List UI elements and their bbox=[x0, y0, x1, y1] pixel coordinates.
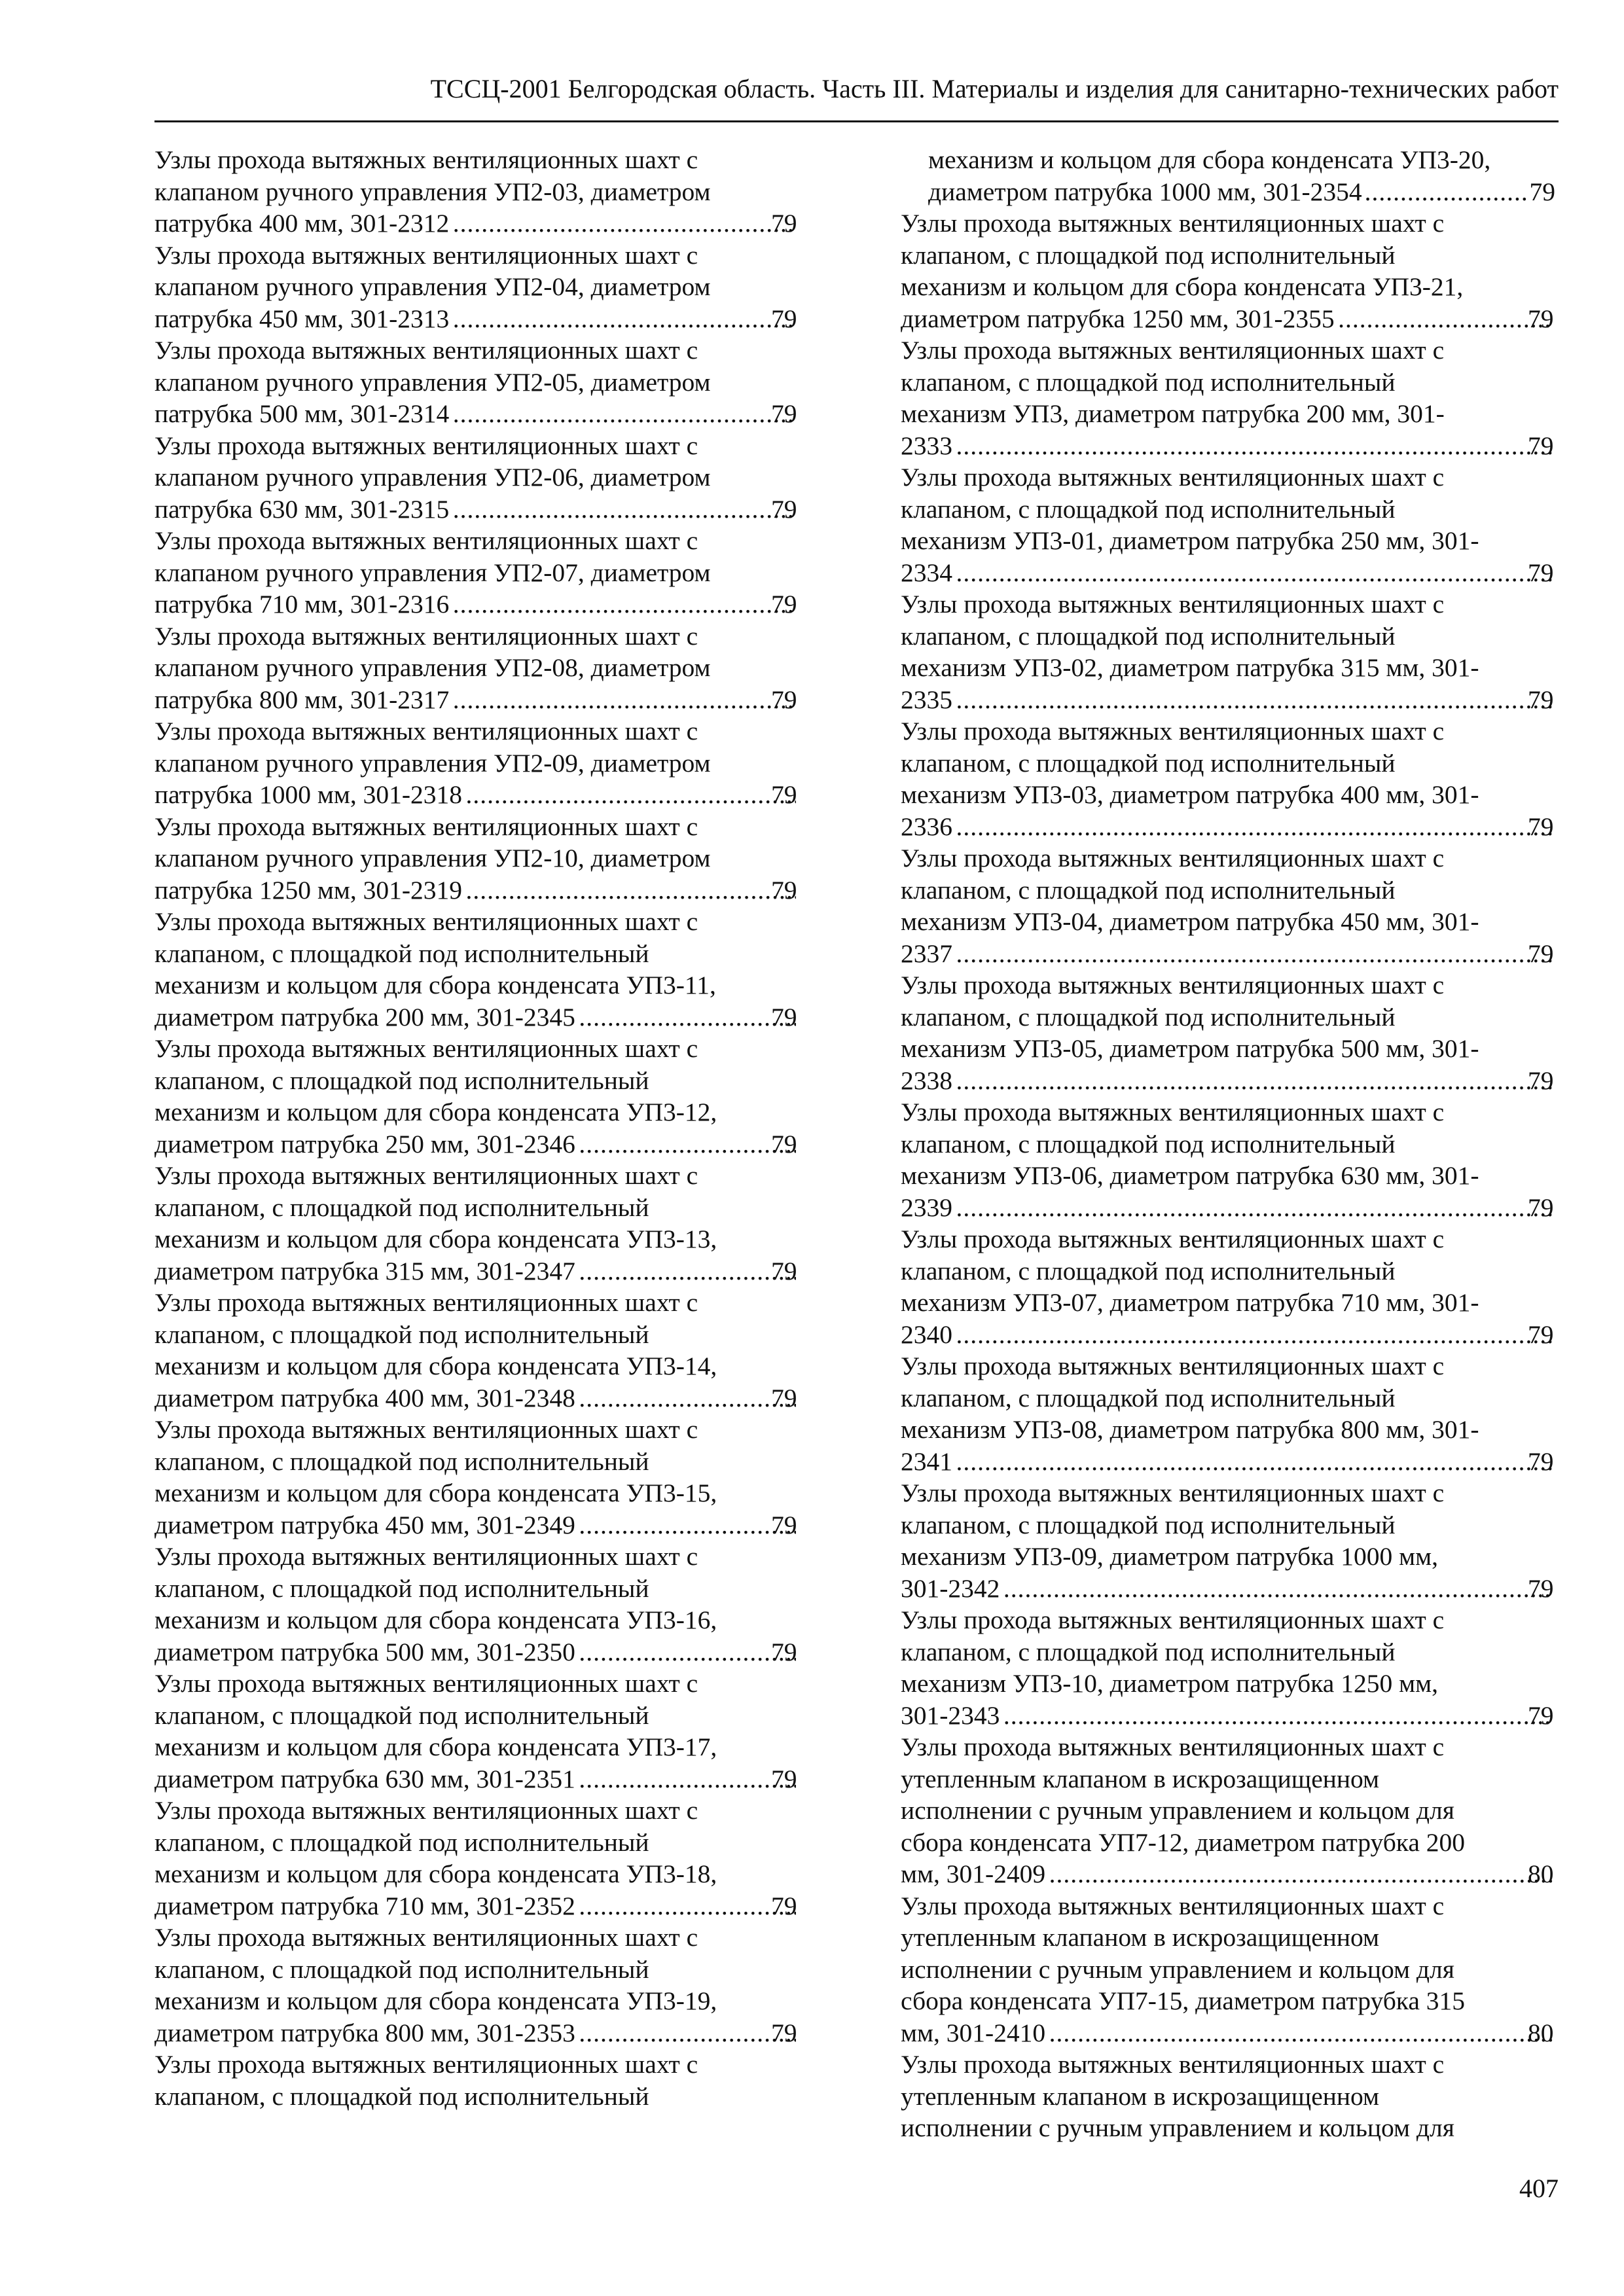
toc-entry-line: механизм и кольцом для сбора конденсата УП3-16, bbox=[154, 1605, 717, 1634]
toc-entry-continuation bbox=[901, 144, 1555, 207]
toc-entry-line: клапаном, с площадкой под исполнительный bbox=[901, 1129, 1396, 1158]
toc-entry-line: Узлы прохода вытяжных вентиляционных шахт с bbox=[154, 2050, 698, 2079]
toc-entry-line: Узлы прохода вытяжных вентиляционных шахт с bbox=[154, 526, 698, 555]
toc-entry bbox=[154, 430, 799, 526]
toc-entry-line: патрубка 630 мм, 301-2315 bbox=[154, 494, 450, 524]
toc-entry bbox=[154, 1287, 799, 1414]
toc-entry-line: клапаном, с площадкой под исполнительный bbox=[901, 240, 1396, 270]
toc-entry-line: клапаном ручного управления УП2-05, диаметром bbox=[154, 367, 711, 397]
toc-entry-line: механизм и кольцом для сбора конденсата УП3-12, bbox=[154, 1098, 717, 1126]
toc-entry-line: механизм УП3-08, диаметром патрубка 800 мм, 301- bbox=[901, 1415, 1479, 1444]
toc-entry-line: клапаном ручного управления УП2-03, диаметром bbox=[154, 177, 711, 206]
toc-entry-line: клапаном ручного управления УП2-09, диаметром bbox=[154, 748, 711, 778]
toc-entry-leader-line: 2335 ..... 79 bbox=[928, 684, 1555, 716]
toc-entry-line: механизм и кольцом для сбора конденсата УП3-11, bbox=[154, 971, 716, 999]
toc-entry-line: механизм и кольцом для сбора конденсата УП3-14, bbox=[154, 1352, 717, 1380]
toc-entry bbox=[154, 1033, 799, 1160]
toc-entry-leader-line: 2340 ..... 79 bbox=[928, 1319, 1555, 1351]
toc-entry bbox=[901, 207, 1555, 334]
dot-leader bbox=[578, 1001, 796, 1033]
dot-leader bbox=[465, 779, 796, 811]
dot-leader bbox=[578, 1890, 796, 1922]
toc-entry-line: Узлы прохода вытяжных вентиляционных шахт с bbox=[901, 1352, 1445, 1380]
dot-leader bbox=[452, 684, 796, 716]
toc-entry-leader-line: 2333 ..... 79 bbox=[928, 430, 1555, 462]
toc-entry-leader-line: мм, 301-2409 ..... 80 bbox=[928, 1858, 1555, 1890]
toc-entry-line: Узлы прохода вытяжных вентиляционных шахт с bbox=[154, 1796, 698, 1825]
toc-entry-line: Узлы прохода вытяжных вентиляционных шахт с bbox=[901, 717, 1445, 745]
dot-leader bbox=[578, 1255, 796, 1287]
toc-entry-leader-line: 2337 ..... 79 bbox=[928, 938, 1555, 970]
dot-leader bbox=[452, 207, 796, 240]
toc-entry-line: Узлы прохода вытяжных вентиляционных шахт с bbox=[901, 844, 1445, 872]
toc-entry-leader-line bbox=[928, 176, 1555, 208]
toc-entry bbox=[901, 1350, 1555, 1477]
dot-leader bbox=[578, 1382, 796, 1414]
toc-entry-line: механизм и кольцом для сбора конденсата УП3-13, bbox=[154, 1225, 717, 1253]
toc-entry-line: 2337 bbox=[901, 939, 952, 968]
toc-entry-line: механизм и кольцом для сбора конденсата УП3-21, bbox=[901, 272, 1464, 301]
toc-entry-leader-line: патрубка 800 мм, 301-2317 ..... 79 bbox=[182, 684, 799, 716]
toc-entry-line: Узлы прохода вытяжных вентиляционных шахт с bbox=[154, 1415, 698, 1444]
toc-entry bbox=[154, 906, 799, 1033]
running-header-title: ТССЦ-2001 Белгородская область. Часть III. Материалы и изделия для санитарно-технических работ bbox=[430, 74, 1559, 103]
toc-entry-line: сбора конденсата УП7-12, диаметром патрубка 200 bbox=[901, 1827, 1466, 1857]
toc-entry-line: патрубка 710 мм, 301-2316 bbox=[154, 590, 450, 619]
toc-entry-leader-line: 301-2342 ..... 79 bbox=[928, 1573, 1555, 1605]
toc-entry-line: механизм УП3-04, диаметром патрубка 450 мм, 301- bbox=[901, 907, 1479, 936]
toc-entry-line: Узлы прохода вытяжных вентиляционных шахт с bbox=[154, 1288, 698, 1317]
toc-entry-leader-line: патрубка 1250 мм, 301-2319 ..... 79 bbox=[182, 874, 799, 906]
toc-entry-line: мм, 301-2410 bbox=[901, 2018, 1046, 2047]
toc-entry-line: Узлы прохода вытяжных вентиляционных шахт с bbox=[901, 1891, 1445, 1920]
toc-entry-line: 2340 bbox=[901, 1319, 952, 1349]
dot-leader bbox=[955, 1446, 1553, 1478]
dot-leader bbox=[1002, 1573, 1553, 1605]
toc-entry-leader-line: диаметром патрубка 315 мм, 301-2347 ..... 79 bbox=[182, 1255, 799, 1287]
toc-entry-line: патрубка 1000 мм, 301-2318 bbox=[154, 780, 462, 809]
toc-entry-leader-line: диаметром патрубка 500 мм, 301-2350 ..... 79 bbox=[182, 1636, 799, 1668]
toc-entry bbox=[154, 2049, 799, 2112]
toc-entry-leader-line: 2334 ..... 79 bbox=[928, 557, 1555, 589]
toc-entry bbox=[154, 1795, 799, 1922]
dot-leader bbox=[955, 811, 1553, 843]
toc-entry-line: клапаном, с площадкой под исполнительный bbox=[154, 1319, 649, 1349]
toc-entry-leader-line: патрубка 400 мм, 301-2312 ..... 79 bbox=[182, 207, 799, 240]
toc-entry-line: клапаном, с площадкой под исполнительный bbox=[901, 1637, 1396, 1666]
toc-entry bbox=[901, 1604, 1555, 1731]
toc-entry-line: механизм УП3, диаметром патрубка 200 мм, 301- bbox=[901, 399, 1445, 428]
toc-entry bbox=[901, 461, 1555, 588]
toc-entry-line: механизм и кольцом для сбора конденсата УП3-20, bbox=[928, 145, 1491, 174]
dot-leader bbox=[1365, 176, 1527, 208]
toc-entry-leader-line: патрубка 1000 мм, 301-2318 ..... 79 bbox=[182, 779, 799, 811]
toc-entry-line: диаметром патрубка 200 мм, 301-2345 bbox=[154, 1002, 575, 1031]
toc-entry bbox=[901, 969, 1555, 1096]
toc-entry-line: механизм и кольцом для сбора конденсата УП3-18, bbox=[154, 1859, 717, 1888]
dot-leader bbox=[955, 938, 1553, 970]
dot-leader bbox=[1048, 1858, 1553, 1890]
toc-entry-leader-line: диаметром патрубка 630 мм, 301-2351 ..... 79 bbox=[182, 1763, 799, 1795]
toc-entry bbox=[901, 842, 1555, 969]
toc-entry-line: 2333 bbox=[901, 431, 952, 460]
toc-entry bbox=[154, 144, 799, 240]
toc-entry-line: 2339 bbox=[901, 1193, 952, 1222]
toc-entry bbox=[901, 715, 1555, 842]
toc-entry-line: патрубка 450 мм, 301-2313 bbox=[154, 304, 450, 333]
toc-entry-line: клапаном, с площадкой под исполнительный bbox=[901, 1256, 1396, 1285]
toc-entry-line: патрубка 500 мм, 301-2314 bbox=[154, 399, 450, 428]
dot-leader bbox=[452, 398, 796, 430]
toc-entry-line: механизм УП3-07, диаметром патрубка 710 мм, 301- bbox=[901, 1288, 1479, 1317]
toc-entry-line: диаметром патрубка 800 мм, 301-2353 bbox=[154, 2018, 575, 2047]
toc-entry-line: исполнении с ручным управлением и кольцом для bbox=[901, 1954, 1454, 1984]
page-number: 407 bbox=[1519, 2174, 1559, 2203]
toc-entry-leader-line: мм, 301-2410 ..... 80 bbox=[928, 2017, 1555, 2049]
dot-leader bbox=[955, 684, 1553, 716]
toc-entry-line: клапаном, с площадкой под исполнительный bbox=[154, 1827, 649, 1857]
toc-entry bbox=[901, 2049, 1555, 2144]
toc-entry-leader-line: диаметром патрубка 710 мм, 301-2352 ..... 79 bbox=[182, 1890, 799, 1922]
toc-entry-line: диаметром патрубка 450 мм, 301-2349 bbox=[154, 1510, 575, 1539]
toc-entry-line: 2338 bbox=[901, 1066, 952, 1095]
toc-entry-leader-line: патрубка 630 мм, 301-2315 ..... 79 bbox=[182, 493, 799, 526]
toc-entry-line: Узлы прохода вытяжных вентиляционных шахт с bbox=[901, 1098, 1445, 1126]
running-header bbox=[154, 71, 1559, 122]
toc-entry-line: утепленным клапаном в искрозащищенном bbox=[901, 1923, 1380, 1952]
toc-entry-line: Узлы прохода вытяжных вентиляционных шахт с bbox=[154, 717, 698, 745]
dot-leader bbox=[578, 1509, 796, 1541]
toc-entry-line: клапаном, с площадкой под исполнительный bbox=[154, 1954, 649, 1984]
toc-entry-line: клапаном, с площадкой под исполнительный bbox=[154, 1193, 649, 1222]
toc-entry-line: диаметром патрубка 630 мм, 301-2351 bbox=[154, 1764, 575, 1793]
toc-entry-line: Узлы прохода вытяжных вентиляционных шахт с bbox=[154, 812, 698, 841]
toc-entry-line: Узлы прохода вытяжных вентиляционных шахт с bbox=[154, 336, 698, 365]
toc-entry-line: Узлы прохода вытяжных вентиляционных шахт с bbox=[154, 1542, 698, 1571]
toc-entry-leader-line: патрубка 710 мм, 301-2316 ..... 79 bbox=[182, 588, 799, 620]
toc-entry bbox=[901, 1890, 1555, 2049]
toc-entry-line: Узлы прохода вытяжных вентиляционных шахт с bbox=[901, 336, 1445, 365]
toc-entry-line: клапаном, с площадкой под исполнительный bbox=[154, 1700, 649, 1730]
toc-entry-leader-line: диаметром патрубка 800 мм, 301-2353 ..... 79 bbox=[182, 2017, 799, 2049]
toc-entry-line: механизм УП3-05, диаметром патрубка 500 мм, 301- bbox=[901, 1034, 1479, 1063]
toc-entry-line: Узлы прохода вытяжных вентиляционных шахт с bbox=[154, 907, 698, 936]
dot-leader bbox=[465, 874, 796, 906]
toc-entry-line: Узлы прохода вытяжных вентиляционных шахт с bbox=[901, 1732, 1445, 1761]
toc-entry-line: Узлы прохода вытяжных вентиляционных шахт с bbox=[901, 2050, 1445, 2079]
toc-entry bbox=[154, 715, 799, 811]
toc-entry-leader-line: диаметром патрубка 200 мм, 301-2345 ..... 79 bbox=[182, 1001, 799, 1033]
toc-entry-leader-line: 301-2343 ..... 79 bbox=[928, 1700, 1555, 1732]
toc-entry-line: Узлы прохода вытяжных вентиляционных шахт с bbox=[154, 431, 698, 460]
toc-entry-line: 301-2343 bbox=[901, 1700, 1000, 1730]
toc-entry-line: диаметром патрубка 250 мм, 301-2346 bbox=[154, 1129, 575, 1158]
toc-entry-line: Узлы прохода вытяжных вентиляционных шахт с bbox=[154, 1161, 698, 1190]
toc-entry-line: клапаном, с площадкой под исполнительный bbox=[154, 939, 649, 968]
toc-entry-line: исполнении с ручным управлением и кольцом для bbox=[901, 2113, 1454, 2142]
toc-entry-line: диаметром патрубка 500 мм, 301-2350 bbox=[154, 1637, 575, 1666]
toc-entry-line: 301-2342 bbox=[901, 1573, 1000, 1603]
toc-entry-line: исполнении с ручным управлением и кольцом для bbox=[901, 1796, 1454, 1825]
toc-entry-line: механизм УП3-03, диаметром патрубка 400 мм, 301- bbox=[901, 780, 1479, 809]
toc-entry-line: клапаном, с площадкой под исполнительный bbox=[901, 748, 1396, 778]
dot-leader bbox=[955, 430, 1553, 462]
toc-entry-leader-line: патрубка 500 мм, 301-2314 ..... 79 bbox=[182, 398, 799, 430]
toc-entry-line: Узлы прохода вытяжных вентиляционных шахт с bbox=[901, 590, 1445, 619]
toc-entry-line: диаметром патрубка 710 мм, 301-2352 bbox=[154, 1891, 575, 1920]
dot-leader bbox=[1337, 303, 1553, 335]
toc-entry-line: клапаном, с площадкой под исполнительный bbox=[901, 1002, 1396, 1031]
dot-leader bbox=[452, 493, 796, 526]
toc-entry-line: патрубка 800 мм, 301-2317 bbox=[154, 685, 450, 714]
toc-entry-line: патрубка 1250 мм, 301-2319 bbox=[154, 875, 462, 905]
toc-entry-line: Узлы прохода вытяжных вентиляционных шахт с bbox=[901, 1225, 1445, 1253]
toc-entry-line: утепленным клапаном в искрозащищенном bbox=[901, 2081, 1380, 2111]
toc-entry-line: 2336 bbox=[901, 812, 952, 841]
toc-entry-line: Узлы прохода вытяжных вентиляционных шахт с bbox=[901, 463, 1445, 492]
toc-column-left bbox=[154, 144, 799, 2112]
toc-entry-line: механизм УП3-01, диаметром патрубка 250 мм, 301- bbox=[901, 526, 1479, 555]
toc-entry-line: механизм УП3-10, диаметром патрубка 1250 мм, bbox=[901, 1669, 1438, 1698]
toc-entry-line: утепленным клапаном в искрозащищенном bbox=[901, 1764, 1380, 1793]
toc-entry bbox=[154, 811, 799, 906]
toc-entry-line: механизм и кольцом для сбора конденсата УП3-19, bbox=[154, 1986, 717, 2015]
toc-entry-line: механизм и кольцом для сбора конденсата УП3-17, bbox=[154, 1732, 717, 1761]
toc-entry bbox=[901, 334, 1555, 461]
toc-entry-line: диаметром патрубка 315 мм, 301-2347 bbox=[154, 1256, 575, 1285]
toc-entry-leader-line: диаметром патрубка 400 мм, 301-2348 ..... 79 bbox=[182, 1382, 799, 1414]
toc-entry-leader-line: 2339 ..... 79 bbox=[928, 1192, 1555, 1224]
dot-leader bbox=[578, 2017, 796, 2049]
toc-entry-line: Узлы прохода вытяжных вентиляционных шахт с bbox=[901, 1479, 1445, 1507]
dot-leader bbox=[578, 1636, 796, 1668]
toc-entry bbox=[154, 1160, 799, 1287]
toc-entry bbox=[901, 1477, 1555, 1604]
toc-entry-line: диаметром патрубка 1250 мм, 301-2355 bbox=[901, 304, 1335, 333]
toc-entry bbox=[154, 1922, 799, 2049]
toc-entry-line: клапаном, с площадкой под исполнительный bbox=[901, 875, 1396, 905]
toc-entry-line: диаметром патрубка 1000 мм, 301-2354 bbox=[928, 177, 1362, 206]
toc-entry-line: мм, 301-2409 bbox=[901, 1859, 1046, 1888]
dot-leader bbox=[955, 1192, 1553, 1224]
toc-entry bbox=[154, 1541, 799, 1668]
toc-entry-leader-line: 2338 ..... 79 bbox=[928, 1065, 1555, 1097]
toc-entry bbox=[154, 1668, 799, 1795]
toc-entry-line: 2334 bbox=[901, 558, 952, 587]
toc-entry-line: клапаном, с площадкой под исполнительный bbox=[154, 1573, 649, 1603]
toc-entry-leader-line: 2341 ..... 79 bbox=[928, 1446, 1555, 1478]
toc-entry-leader-line: патрубка 450 мм, 301-2313 ..... 79 bbox=[182, 303, 799, 335]
dot-leader bbox=[578, 1128, 796, 1160]
toc-entry-line: клапаном, с площадкой под исполнительный bbox=[154, 2081, 649, 2111]
toc-entry-line: Узлы прохода вытяжных вентиляционных шахт с bbox=[154, 1034, 698, 1063]
toc-entry-line: Узлы прохода вытяжных вентиляционных шахт с bbox=[154, 1923, 698, 1952]
toc-entry bbox=[901, 1096, 1555, 1223]
toc-entry-line: Узлы прохода вытяжных вентиляционных шахт с bbox=[154, 240, 698, 270]
dot-leader bbox=[1048, 2017, 1553, 2049]
toc-entry-line: патрубка 400 мм, 301-2312 bbox=[154, 209, 450, 238]
toc-page-ref: 79 bbox=[1529, 177, 1555, 206]
toc-entry-line: клапаном, с площадкой под исполнительный bbox=[901, 621, 1396, 651]
toc-entry-line: 2341 bbox=[901, 1446, 952, 1476]
dot-leader bbox=[955, 1319, 1553, 1351]
toc-entry-line: диаметром патрубка 400 мм, 301-2348 bbox=[154, 1383, 575, 1412]
toc-entry-line: Узлы прохода вытяжных вентиляционных шахт с bbox=[901, 209, 1445, 238]
toc-entry-line: механизм УП3-02, диаметром патрубка 315 мм, 301- bbox=[901, 653, 1479, 682]
toc-entry-line: клапаном ручного управления УП2-06, диаметром bbox=[154, 463, 711, 492]
toc-entry bbox=[901, 1223, 1555, 1350]
toc-entry-line: Узлы прохода вытяжных вентиляционных шахт с bbox=[154, 1669, 698, 1698]
dot-leader bbox=[452, 303, 796, 335]
dot-leader bbox=[955, 557, 1553, 589]
toc-column-right bbox=[901, 144, 1555, 2144]
toc-entry-leader-line: диаметром патрубка 1250 мм, 301-2355 ..... 79 bbox=[928, 303, 1555, 335]
dot-leader bbox=[1002, 1700, 1553, 1732]
toc-entry bbox=[154, 240, 799, 335]
toc-entry-line: Узлы прохода вытяжных вентиляционных шахт с bbox=[901, 971, 1445, 999]
toc-entry-line: клапаном, с площадкой под исполнительный bbox=[154, 1066, 649, 1095]
toc-entry bbox=[154, 1414, 799, 1541]
toc-entry bbox=[154, 334, 799, 430]
toc-entry-line: Узлы прохода вытяжных вентиляционных шахт с bbox=[154, 621, 698, 651]
toc-entry-line: клапаном, с площадкой под исполнительный bbox=[901, 494, 1396, 524]
toc-entry-line: Узлы прохода вытяжных вентиляционных шахт с bbox=[901, 1605, 1445, 1634]
toc-entry-line: клапаном ручного управления УП2-08, диаметром bbox=[154, 653, 711, 682]
dot-leader bbox=[452, 588, 796, 620]
toc-entry bbox=[901, 588, 1555, 715]
toc-entry-line: клапаном, с площадкой под исполнительный bbox=[901, 367, 1396, 397]
toc-entry-leader-line: диаметром патрубка 450 мм, 301-2349 ..... 79 bbox=[182, 1509, 799, 1541]
toc-entry-line: клапаном, с площадкой под исполнительный bbox=[901, 1383, 1396, 1412]
toc-entry bbox=[154, 620, 799, 716]
toc-entry-leader-line: 2336 ..... 79 bbox=[928, 811, 1555, 843]
toc-entry-line: сбора конденсата УП7-15, диаметром патрубка 315 bbox=[901, 1986, 1466, 2015]
toc-entry-line: клапаном ручного управления УП2-04, диаметром bbox=[154, 272, 711, 301]
toc-entry-line: клапаном ручного управления УП2-10, диаметром bbox=[154, 844, 711, 872]
dot-leader bbox=[578, 1763, 796, 1795]
toc-entry-line: Узлы прохода вытяжных вентиляционных шахт с bbox=[154, 145, 698, 174]
toc-entry-line: механизм УП3-06, диаметром патрубка 630 мм, 301- bbox=[901, 1161, 1479, 1190]
toc-entry-line: клапаном, с площадкой под исполнительный bbox=[154, 1446, 649, 1476]
toc-entry bbox=[154, 525, 799, 620]
toc-entry-line: механизм и кольцом для сбора конденсата УП3-15, bbox=[154, 1479, 717, 1507]
toc-entry-leader-line: диаметром патрубка 250 мм, 301-2346 ..... 79 bbox=[182, 1128, 799, 1160]
toc-entry-line: клапаном ручного управления УП2-07, диаметром bbox=[154, 558, 711, 587]
toc-entry bbox=[901, 1731, 1555, 1890]
toc-entry-line: механизм УП3-09, диаметром патрубка 1000 мм, bbox=[901, 1542, 1438, 1571]
toc-entry-line: 2335 bbox=[901, 685, 952, 714]
toc-entry-line: клапаном, с площадкой под исполнительный bbox=[901, 1510, 1396, 1539]
dot-leader bbox=[955, 1065, 1553, 1097]
